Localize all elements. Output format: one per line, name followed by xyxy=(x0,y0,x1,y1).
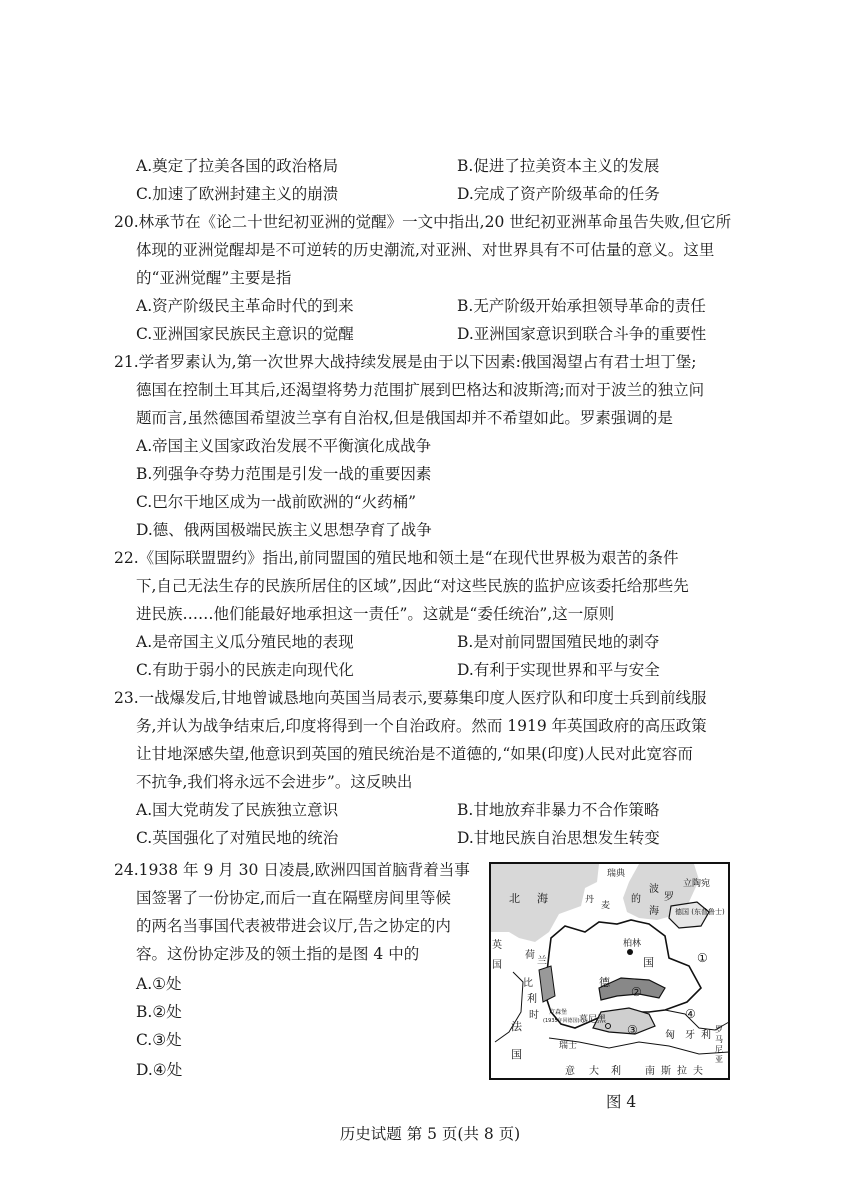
map-label-saar: 卢森堡 xyxy=(549,1009,568,1016)
map-marker-4: ④ xyxy=(685,1007,696,1021)
q19-option-a: A.奠定了拉美各国的政治格局 xyxy=(136,157,339,175)
q20-option-d: D.亚洲国家意识到联合斗争的重要性 xyxy=(457,325,707,343)
map-label-germany-1: 德 xyxy=(599,976,610,989)
map-marker-3: ③ xyxy=(627,1023,638,1037)
q20-stem-line-2: 体现的亚洲觉醒却是不可逆转的历史潮流,对亚洲、对世界具有不可估量的意义。这里 xyxy=(136,241,715,259)
map-label-italy-1: 意 xyxy=(565,1066,575,1077)
map-label-romania-3: 尼 xyxy=(715,1045,723,1054)
map-marker-1: ① xyxy=(697,951,708,965)
map-label-france-1: 法 xyxy=(511,1020,522,1033)
q24-stem-line-3: 的两名当事国代表被带进会议厅,告之协定的内 xyxy=(136,917,451,935)
map-label-romania-4: 亚 xyxy=(715,1055,723,1064)
map-label-france-2: 国 xyxy=(511,1048,522,1061)
q24-option-a: A.①处 xyxy=(136,975,182,993)
map-marker-2: ② xyxy=(631,985,642,999)
q22-option-c: C.有助于弱小的民族走向现代化 xyxy=(136,661,354,679)
map-label-belgium-3: 时 xyxy=(529,1010,539,1021)
map-label-saar-note: (1935年回德国) xyxy=(543,1018,580,1024)
map-label-hungary-3: 利 xyxy=(701,1030,711,1041)
map-label-netherlands-2: 兰 xyxy=(537,956,547,967)
q23-stem-line-2: 务,并认为战争结束后,印度将得到一个自治政府。然而 1919 年英国政府的高压政策 xyxy=(136,717,707,735)
q22-stem-line-1: 22.《国际联盟盟约》指出,前同盟国的殖民地和领土是“在现代世界极为艰苦的条件 xyxy=(114,549,679,567)
map-label-romania-2: 马 xyxy=(715,1035,723,1044)
map-label-yugoslavia-4: 夫 xyxy=(693,1066,703,1077)
map-label-yugoslavia-3: 拉 xyxy=(677,1066,687,1077)
map-label-switzerland: 瑞士 xyxy=(559,1041,578,1051)
map-label-baltic-3: 的 xyxy=(631,894,641,905)
q20-stem-line-3: 的“亚洲觉醒”主要是指 xyxy=(136,269,292,287)
map-label-italy-3: 利 xyxy=(611,1066,621,1077)
page-footer: 历史试题 第 5 页(共 8 页) xyxy=(339,1125,521,1143)
q24-stem-line-4: 容。这份协定涉及的领土指的是图 4 中的 xyxy=(136,945,420,963)
q22-stem-line-2: 下,自己无法生存的民族所居住的区域”,因此“对这些民族的监护应该委托给那些先 xyxy=(136,577,689,595)
q20-stem-line-1: 20.林承节在《论二十世纪初亚洲的觉醒》一文中指出,20 世纪初亚洲革命虽告失败,但它所 xyxy=(114,213,732,231)
q21-stem-line-2: 德国在控制土耳其后,还渴望将势力范围扩展到巴格达和波斯湾;而对于波兰的独立问 xyxy=(136,381,705,399)
q23-stem-line-3: 让甘地深感失望,他意识到英国的殖民统治是不道德的,“如果(印度)人民对此宽容而 xyxy=(136,745,693,763)
map-label-berlin: 柏林 xyxy=(623,939,642,949)
q20-option-b: B.无产阶级开始承担领导革命的责任 xyxy=(457,297,706,315)
q21-stem-line-3: 题而言,虽然德国希望波兰享有自治权,但是俄国却并不希望如此。罗素强调的是 xyxy=(136,409,673,427)
map-label-hungary-1: 匈 xyxy=(665,1030,675,1041)
q24-stem-line-1: 24.1938 年 9 月 30 日凌晨,欧洲四国首脑背着当事 xyxy=(114,861,470,879)
q19-option-c: C.加速了欧洲封建主义的崩溃 xyxy=(136,185,339,203)
map-label-denmark-1: 丹 xyxy=(585,895,595,905)
map-label-north-sea-1: 北 xyxy=(509,892,520,905)
q23-stem-line-1: 23.一战爆发后,甘地曾诚恳地向英国当局表示,要募集印度人医疗队和印度士兵到前线服 xyxy=(114,689,707,707)
q21-option-c: C.巴尔干地区成为一战前欧洲的“火药桶” xyxy=(136,493,417,511)
map-label-netherlands-1: 荷 xyxy=(525,950,535,961)
map-label-sweden: 瑞典 xyxy=(607,869,626,879)
map-label-germany-2: 国 xyxy=(643,956,654,969)
q22-option-d: D.有利于实现世界和平与安全 xyxy=(457,661,660,679)
q20-option-c: C.亚洲国家民族民主意识的觉醒 xyxy=(136,325,354,343)
figure-caption: 图 4 xyxy=(606,1093,637,1111)
q21-stem-line-1: 21.学者罗素认为,第一次世界大战持续发展是由于以下因素:俄国渴望占有君士坦丁堡; xyxy=(114,353,697,371)
q19-option-b: B.促进了拉美资本主义的发展 xyxy=(457,157,660,175)
map-label-hungary-2: 牙 xyxy=(685,1030,695,1041)
map-label-uk-2: 国 xyxy=(492,960,502,971)
q23-option-d: D.甘地民族自治思想发生转变 xyxy=(457,829,660,847)
q19-option-d: D.完成了资产阶级革命的任务 xyxy=(457,185,660,203)
q24-stem-line-2: 国签署了一份协定,而后一直在隔壁房间里等候 xyxy=(136,889,451,907)
berlin-dot xyxy=(627,949,633,955)
map-label-denmark-2: 麦 xyxy=(601,901,611,911)
q23-stem-line-4: 不抗争,我们将永远不会进步”。这反映出 xyxy=(136,773,413,791)
map-label-belgium-1: 比 xyxy=(523,978,533,989)
q24-option-d: D.④处 xyxy=(136,1061,183,1079)
q24-option-b: B.②处 xyxy=(136,1003,182,1021)
map-label-romania-1: 罗 xyxy=(715,1025,723,1034)
q21-option-a: A.帝国主义国家政治发展不平衡演化成战争 xyxy=(136,437,432,455)
map-label-baltic-2: 罗 xyxy=(664,892,674,903)
q21-option-b: B.列强争夺势力范围是引发一战的重要因素 xyxy=(136,465,432,483)
map-label-baltic-4: 海 xyxy=(649,906,659,917)
q22-stem-line-3: 进民族……他们能最好地承担这一责任”。这就是“委任统治”,这一原则 xyxy=(136,605,615,623)
map-label-belgium-2: 利 xyxy=(527,994,537,1005)
q23-option-b: B.甘地放弃非暴力不合作策略 xyxy=(457,801,660,819)
q23-option-a: A.国大党萌发了民族独立意识 xyxy=(136,801,339,819)
map-label-east-prussia: 德国 (东普鲁士) xyxy=(675,908,725,916)
map-label-yugoslavia-1: 南 xyxy=(645,1066,655,1077)
map-label-munich: 慕尼黑 xyxy=(579,1015,607,1025)
europe-1938-map xyxy=(489,862,730,1080)
map-label-yugoslavia-2: 斯 xyxy=(661,1066,671,1077)
q24-option-c: C.③处 xyxy=(136,1031,182,1049)
q21-option-d: D.德、俄两国极端民族主义思想孕育了战争 xyxy=(136,521,432,539)
map-label-lithuania: 立陶宛 xyxy=(683,879,711,889)
q22-option-b: B.是对前同盟国殖民地的剥夺 xyxy=(457,633,660,651)
map-label-uk-1: 英 xyxy=(492,940,502,951)
map-label-baltic-1: 波 xyxy=(649,884,659,895)
q22-option-a: A.是帝国主义瓜分殖民地的表现 xyxy=(136,633,354,651)
map-label-north-sea-2: 海 xyxy=(537,892,548,905)
q20-option-a: A.资产阶级民主革命时代的到来 xyxy=(136,297,354,315)
q23-option-c: C.英国强化了对殖民地的统治 xyxy=(136,829,339,847)
map-label-italy-2: 大 xyxy=(589,1066,599,1077)
